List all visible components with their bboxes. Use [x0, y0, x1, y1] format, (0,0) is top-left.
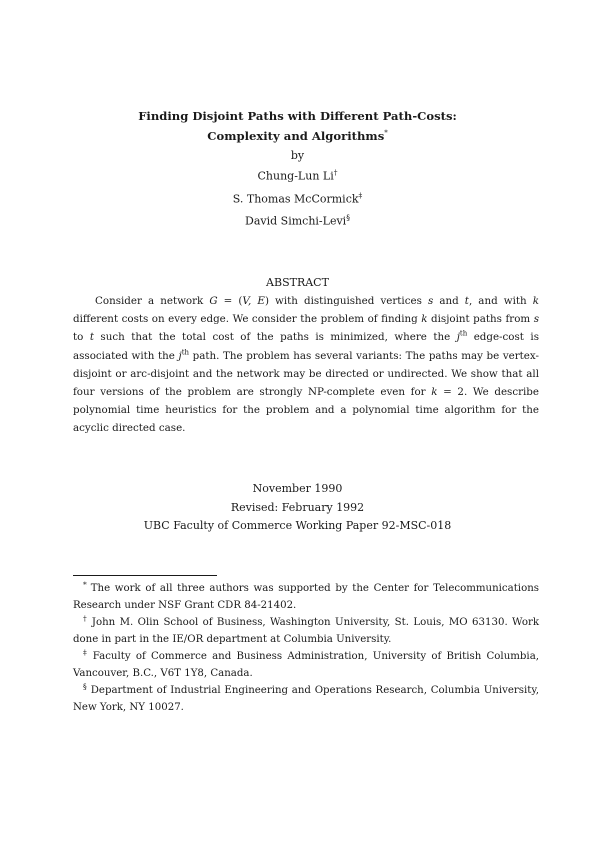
footnote-text: John M. Olin School of Business, Washington University, St. Louis, MO 63130. Work done in part in the IE/OR department at Columbia University. — [73, 617, 540, 645]
footnote-text: Department of Industrial Engineering and Operations Research, Columbia University, New York, NY 10027. — [73, 685, 539, 713]
revised-line: Revised: February 1992 — [230, 500, 365, 514]
footnote-text: The work of all three authors was supported by the Center for Telecommunications Research under NSF Grant CDR 84-21402. — [73, 583, 539, 611]
abstract-heading: ABSTRACT — [266, 276, 329, 289]
footnote-text: Faculty of Commerce and Business Administration, University of British Columbia, Vancouver, B.C., V6T 1Y8, Canada. — [73, 651, 540, 679]
author-2 — [0, 186, 595, 209]
footnote-3 — [73, 648, 539, 682]
paper-title-line-2: Complexity and Algorithms* — [207, 128, 388, 143]
footnote-rule — [73, 575, 217, 576]
author-footnote-mark: † — [333, 167, 338, 177]
author-name: David Simchi-Levi — [245, 214, 347, 228]
footnote-mark: § — [83, 681, 87, 691]
date-line: November 1990 — [252, 482, 343, 495]
author-footnote-mark: § — [346, 213, 350, 223]
by-label: by — [290, 148, 305, 162]
working-paper-line: UBC Faculty of Commerce Working Paper 92-MSC-018 — [143, 519, 452, 533]
author-name: S. Thomas McCormick — [232, 192, 359, 206]
footnote-mark: ‡ — [83, 647, 89, 657]
abstract-paragraph: Consider a network G = (V, E) with distinguished vertices s and t, and with k different costs on every edge. We consider the problem of finding k disjoint paths from s to t such that the total cost of the paths is minimized, where the $j^{th}$ edge-cost is associated with the $j^{th}$ path. The problem has several variants: The paths may be vertex-disjoint or arc-disjoint and the network may be directed or undirected. We show that all four versions of the problem are strongly NP-complete even for k = 2. We describe polynomial time heuristics for the problem and a polynomial time algorithm for the acyclic directed case. — [73, 295, 540, 435]
date-block — [0, 480, 595, 536]
title-footnote-mark: * — [384, 129, 388, 137]
footnote-mark: † — [83, 613, 88, 623]
author-3 — [0, 208, 595, 231]
footnote-mark: * — [83, 579, 87, 589]
footnote-4 — [73, 682, 539, 716]
title-block — [0, 108, 595, 231]
author-name: Chung-Lun Li — [257, 169, 334, 183]
author-footnote-mark: ‡ — [358, 190, 363, 200]
footnote-2 — [73, 614, 539, 648]
author-1 — [0, 163, 595, 186]
abstract-body — [73, 292, 539, 438]
paper-title-line-1: Finding Disjoint Paths with Different Path-Costs: — [138, 109, 457, 123]
footnote-1 — [73, 580, 539, 614]
footnotes — [73, 580, 539, 716]
